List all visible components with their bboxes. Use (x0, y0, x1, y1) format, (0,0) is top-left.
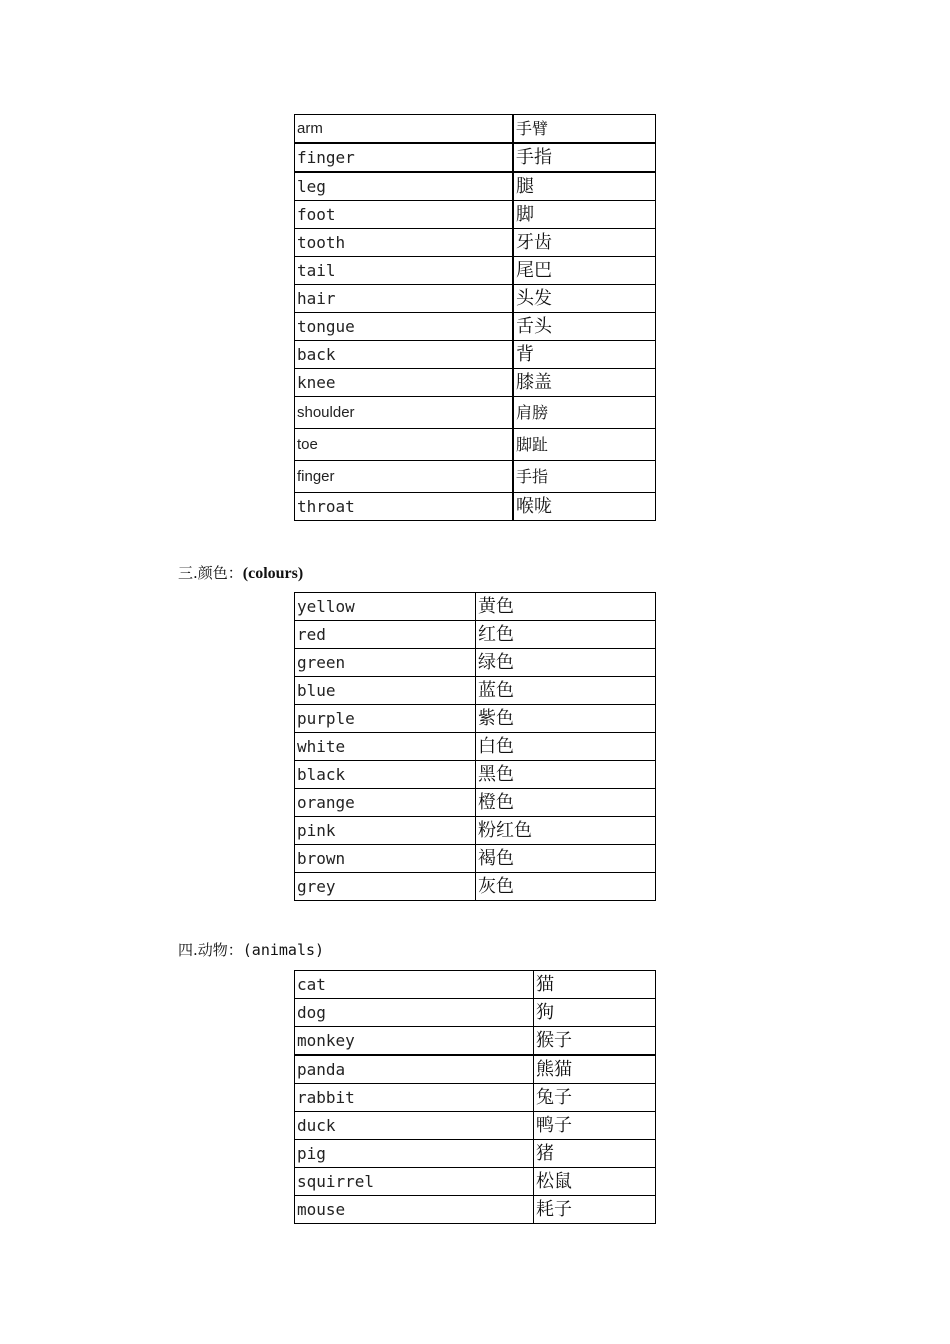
chinese-word: 蓝色 (476, 677, 656, 705)
animals-heading-prefix: 四.动物： (178, 941, 243, 959)
english-word: throat (295, 493, 514, 521)
english-word: mouse (295, 1196, 534, 1224)
table-row (295, 999, 656, 1027)
table-row (295, 593, 656, 621)
english-word: shoulder (295, 397, 514, 429)
animals-heading-label: (animals) (242, 941, 325, 959)
table-row (295, 143, 656, 172)
english-word: monkey (295, 1027, 534, 1056)
chinese-word: 脚 (513, 201, 656, 229)
colours-heading-prefix: 三.颜色： (178, 564, 243, 582)
table-row (295, 845, 656, 873)
chinese-word: 黄色 (476, 593, 656, 621)
colours-table (294, 592, 656, 901)
table-row (295, 1140, 656, 1168)
english-word: tail (295, 257, 514, 285)
english-word: red (295, 621, 476, 649)
english-word: squirrel (295, 1168, 534, 1196)
chinese-word: 兔子 (534, 1084, 656, 1112)
table-row (295, 1196, 656, 1224)
table-row (295, 285, 656, 313)
chinese-word: 褐色 (476, 845, 656, 873)
chinese-word: 脚趾 (513, 429, 656, 461)
chinese-word: 猫 (534, 971, 656, 999)
english-word: tooth (295, 229, 514, 257)
table-row (295, 677, 656, 705)
table-row (295, 789, 656, 817)
table-row (295, 761, 656, 789)
table-row (295, 705, 656, 733)
chinese-word: 黑色 (476, 761, 656, 789)
table-row (295, 1112, 656, 1140)
chinese-word: 腿 (513, 172, 656, 201)
english-word: knee (295, 369, 514, 397)
english-word: orange (295, 789, 476, 817)
english-word: pink (295, 817, 476, 845)
english-word: panda (295, 1055, 534, 1084)
chinese-word: 绿色 (476, 649, 656, 677)
animals-table (294, 970, 656, 1224)
chinese-word: 舌头 (513, 313, 656, 341)
chinese-word: 猪 (534, 1140, 656, 1168)
english-word: dog (295, 999, 534, 1027)
english-word: hair (295, 285, 514, 313)
table-row (295, 172, 656, 201)
table-row (295, 229, 656, 257)
chinese-word: 粉红色 (476, 817, 656, 845)
animals-heading (178, 939, 324, 960)
english-word: foot (295, 201, 514, 229)
english-word: purple (295, 705, 476, 733)
chinese-word: 肩膀 (513, 397, 656, 429)
table-row (295, 201, 656, 229)
english-word: tongue (295, 313, 514, 341)
table-row (295, 971, 656, 999)
body-parts-table (294, 114, 656, 521)
table-row (295, 115, 656, 144)
english-word: toe (295, 429, 514, 461)
table-row (295, 817, 656, 845)
english-word: white (295, 733, 476, 761)
english-word: finger (295, 461, 514, 493)
english-word: brown (295, 845, 476, 873)
table-row (295, 397, 656, 429)
chinese-word: 灰色 (476, 873, 656, 901)
chinese-word: 狗 (534, 999, 656, 1027)
chinese-word: 猴子 (534, 1027, 656, 1056)
table-row (295, 1084, 656, 1112)
chinese-word: 紫色 (476, 705, 656, 733)
english-word: green (295, 649, 476, 677)
chinese-word: 耗子 (534, 1196, 656, 1224)
table-row (295, 1168, 656, 1196)
chinese-word: 膝盖 (513, 369, 656, 397)
chinese-word: 熊猫 (534, 1055, 656, 1084)
chinese-word: 背 (513, 341, 656, 369)
english-word: cat (295, 971, 534, 999)
table-row (295, 1055, 656, 1084)
table-row (295, 733, 656, 761)
table-row (295, 621, 656, 649)
english-word: back (295, 341, 514, 369)
english-word: duck (295, 1112, 534, 1140)
table-row (295, 257, 656, 285)
chinese-word: 尾巴 (513, 257, 656, 285)
english-word: finger (295, 143, 514, 172)
colours-heading (178, 562, 303, 583)
chinese-word: 头发 (513, 285, 656, 313)
english-word: pig (295, 1140, 534, 1168)
table-row (295, 461, 656, 493)
chinese-word: 牙齿 (513, 229, 656, 257)
english-word: yellow (295, 593, 476, 621)
chinese-word: 手臂 (513, 115, 656, 144)
english-word: black (295, 761, 476, 789)
table-row (295, 341, 656, 369)
table-row (295, 493, 656, 521)
table-row (295, 429, 656, 461)
english-word: grey (295, 873, 476, 901)
english-word: rabbit (295, 1084, 534, 1112)
table-row (295, 369, 656, 397)
table-row (295, 873, 656, 901)
english-word: blue (295, 677, 476, 705)
chinese-word: 红色 (476, 621, 656, 649)
chinese-word: 白色 (476, 733, 656, 761)
table-row (295, 1027, 656, 1056)
table-row (295, 313, 656, 341)
table-row (295, 649, 656, 677)
colours-heading-label: (colours) (242, 565, 304, 582)
english-word: leg (295, 172, 514, 201)
chinese-word: 喉咙 (513, 493, 656, 521)
chinese-word: 松鼠 (534, 1168, 656, 1196)
english-word: arm (295, 115, 514, 144)
chinese-word: 手指 (513, 461, 656, 493)
chinese-word: 鸭子 (534, 1112, 656, 1140)
chinese-word: 手指 (513, 143, 656, 172)
chinese-word: 橙色 (476, 789, 656, 817)
